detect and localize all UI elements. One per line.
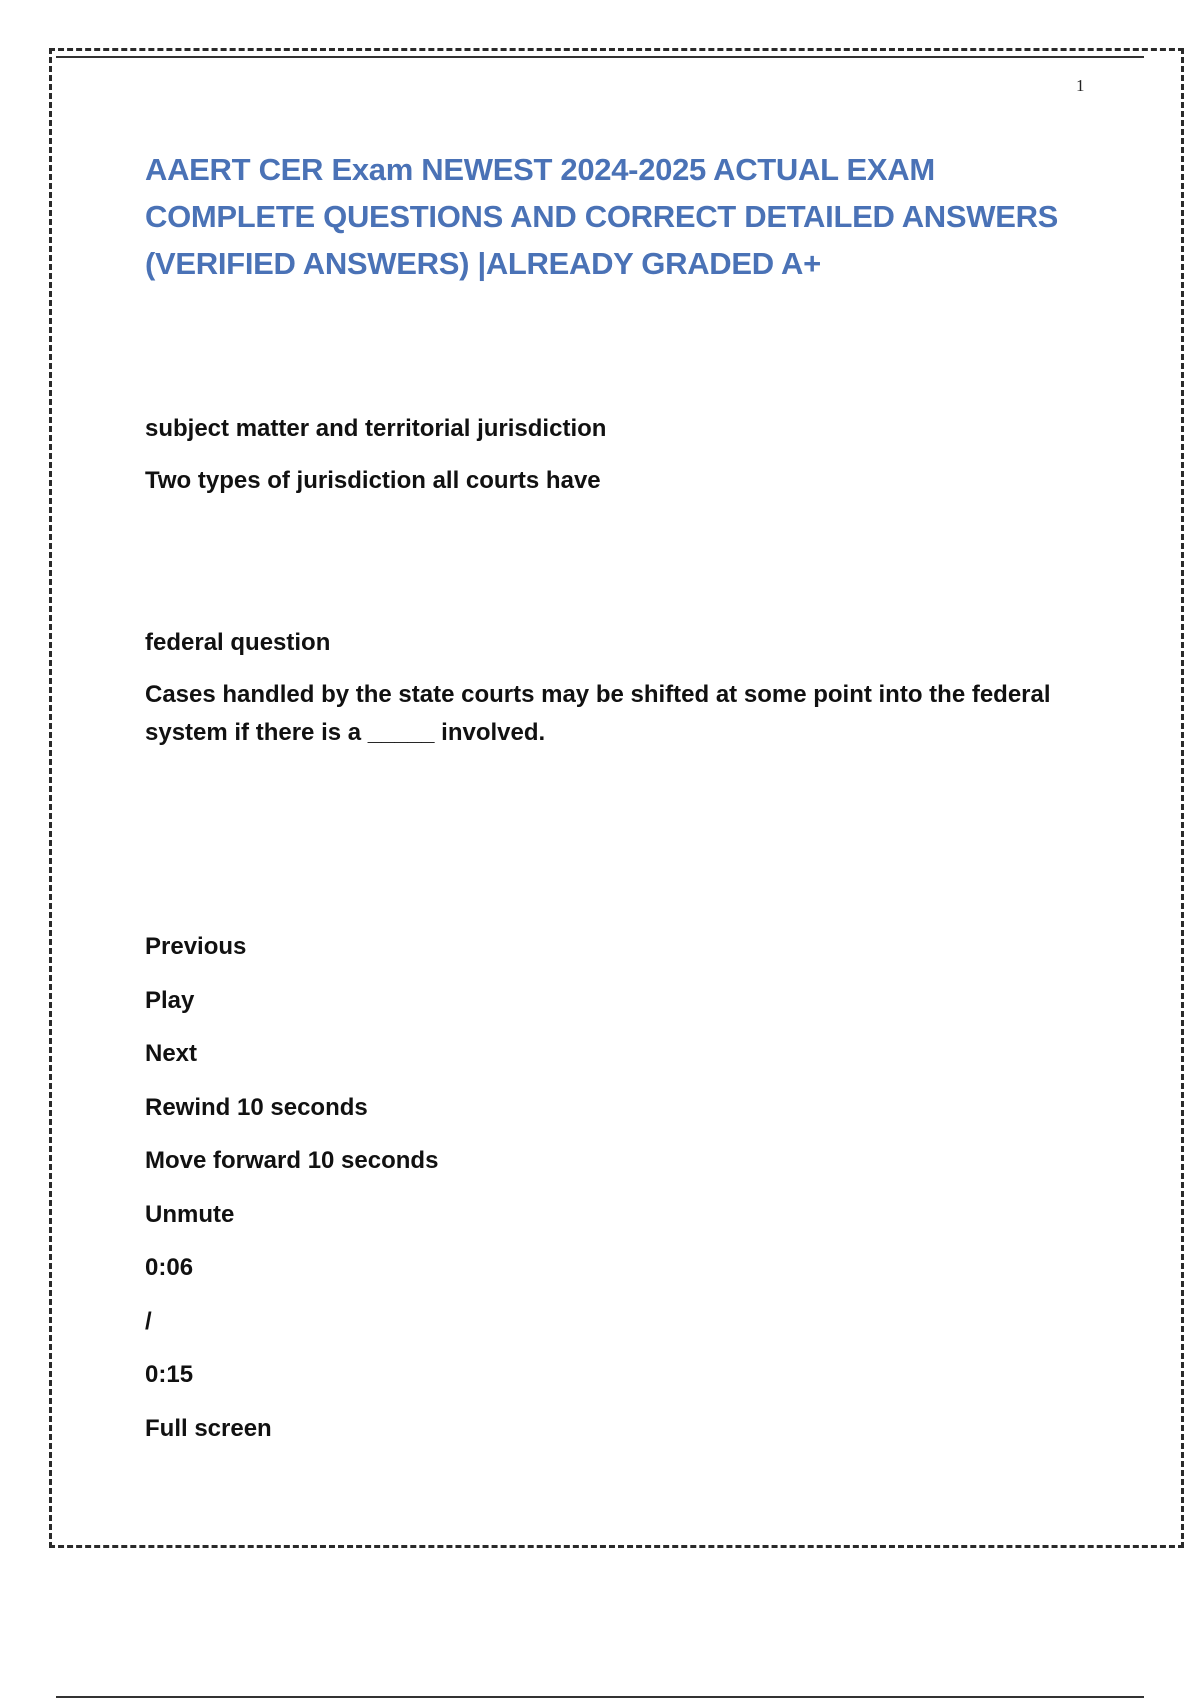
page-number: 1 — [1076, 76, 1085, 95]
title-line-3: (VERIFIED ANSWERS) |ALREADY GRADED A+ — [145, 246, 821, 281]
next-label: Next — [145, 1040, 198, 1067]
current-time: 0:06 — [145, 1254, 194, 1281]
title-line-2: COMPLETE QUESTIONS AND CORRECT DETAILED ANSWERS — [145, 199, 1059, 234]
previous-label: Previous — [145, 933, 247, 960]
qa-answer: subject matter and territorial jurisdiction — [145, 415, 607, 442]
duration: 0:15 — [145, 1361, 194, 1388]
document-title — [145, 146, 1075, 287]
header-rule — [56, 56, 1144, 58]
play-label: Play — [145, 986, 195, 1014]
title-line-1: AAERT CER Exam NEWEST 2024-2025 ACTUAL EXAM — [145, 152, 935, 187]
forward-label: Move forward 10 seconds — [145, 1147, 439, 1174]
fullscreen-label: Full screen — [145, 1414, 272, 1442]
qa-item-1 — [145, 410, 1085, 500]
time-separator: / — [145, 1307, 152, 1335]
qa-item-2 — [145, 624, 1085, 752]
qa-question: Two types of jurisdiction all courts have — [145, 467, 601, 494]
media-controls-text — [145, 928, 745, 1463]
qa-answer: federal question — [145, 629, 331, 656]
rewind-label: Rewind 10 seconds — [145, 1093, 368, 1121]
qa-question: Cases handled by the state courts may be shifted at some point into the federal system if there is a _____ involved. — [145, 681, 1051, 746]
unmute-label: Unmute — [145, 1200, 235, 1228]
footer-rule — [56, 1696, 1144, 1698]
